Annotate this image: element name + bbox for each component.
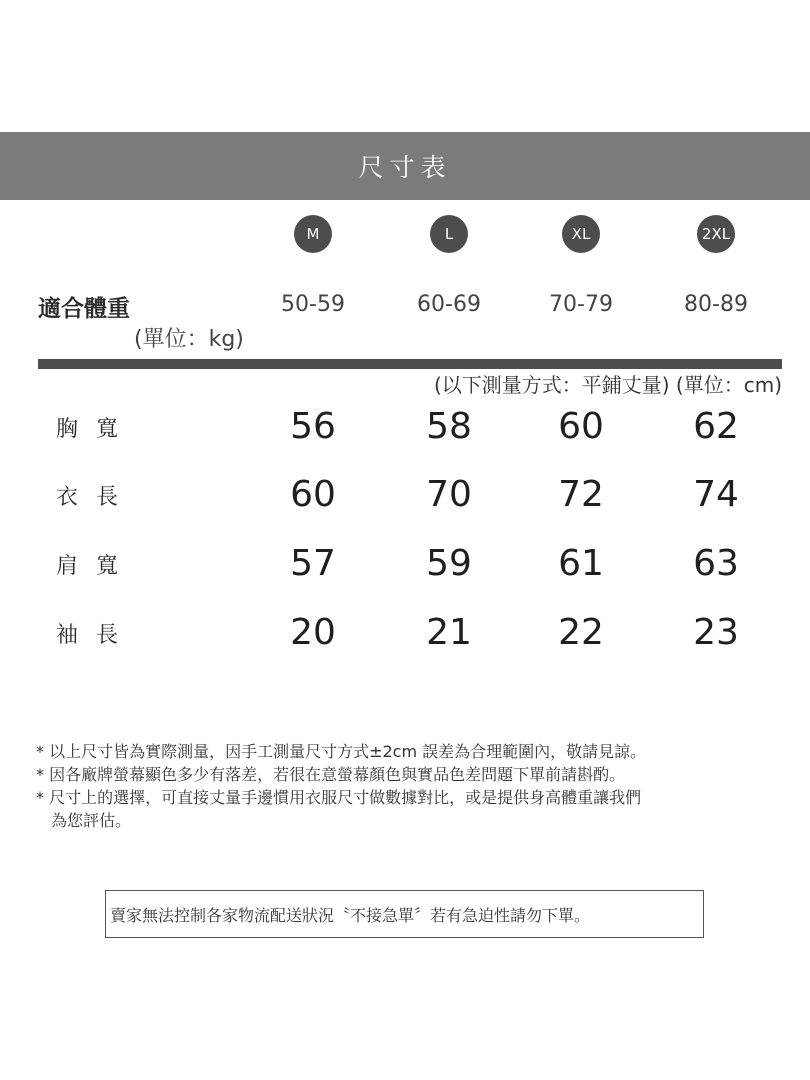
cell-sleeve-m: 20 xyxy=(290,612,336,653)
row-label-sleeve: 袖長 xyxy=(56,623,137,648)
row-label-shoulder: 肩寬 xyxy=(56,554,137,579)
cell-length-m: 60 xyxy=(290,474,336,515)
note-line: 為您評估。 xyxy=(51,811,132,830)
cell-chest-l: 58 xyxy=(426,406,472,447)
row-label-length: 衣長 xyxy=(56,485,137,510)
cell-sleeve-xl: 22 xyxy=(558,612,604,653)
cell-length-l: 70 xyxy=(426,474,472,515)
size-badge-m: M xyxy=(294,215,332,253)
size-badge-l: L xyxy=(430,215,468,253)
note-line: * 尺寸上的選擇，可直接丈量手邊慣用衣服尺寸做數據對比，或是提供身高體重讓我們 xyxy=(36,788,642,807)
shipping-notice: 賣家無法控制各家物流配送狀況〝不接急單〞若有急迫性請勿下單。 xyxy=(105,890,704,938)
note-line: * 以上尺寸皆為實際測量，因手工測量尺寸方式±2cm 誤差為合理範圍內，敬請見諒。 xyxy=(36,742,647,761)
weight-value-xl: 70-79 xyxy=(549,292,613,317)
cell-length-2xl: 74 xyxy=(693,474,739,515)
cell-shoulder-l: 59 xyxy=(426,543,472,584)
cell-chest-xl: 60 xyxy=(558,406,604,447)
weight-label: 適合體重 xyxy=(38,296,130,322)
notes xyxy=(36,740,796,832)
cell-sleeve-2xl: 23 xyxy=(693,612,739,653)
title-bar xyxy=(0,132,810,200)
weight-value-l: 60-69 xyxy=(417,292,481,317)
cell-sleeve-l: 21 xyxy=(426,612,472,653)
cell-shoulder-2xl: 63 xyxy=(693,543,739,584)
divider xyxy=(38,359,782,369)
note-line: * 因各廠牌螢幕顯色多少有落差，若很在意螢幕顏色與實品色差問題下單前請斟酌。 xyxy=(36,765,626,784)
weight-unit: (單位：kg) xyxy=(134,327,244,352)
cell-shoulder-xl: 61 xyxy=(558,543,604,584)
cell-shoulder-m: 57 xyxy=(290,543,336,584)
size-badge-2xl: 2XL xyxy=(697,215,735,253)
cell-chest-m: 56 xyxy=(290,406,336,447)
measurement-note: (以下測量方式：平鋪丈量) (單位：cm) xyxy=(433,373,782,397)
cell-chest-2xl: 62 xyxy=(693,406,739,447)
size-badge-xl: XL xyxy=(562,215,600,253)
weight-value-m: 50-59 xyxy=(281,292,345,317)
cell-length-xl: 72 xyxy=(558,474,604,515)
page-title: 尺寸表 xyxy=(358,153,452,182)
weight-value-2xl: 80-89 xyxy=(684,292,748,317)
row-label-chest: 胸寬 xyxy=(56,417,137,442)
